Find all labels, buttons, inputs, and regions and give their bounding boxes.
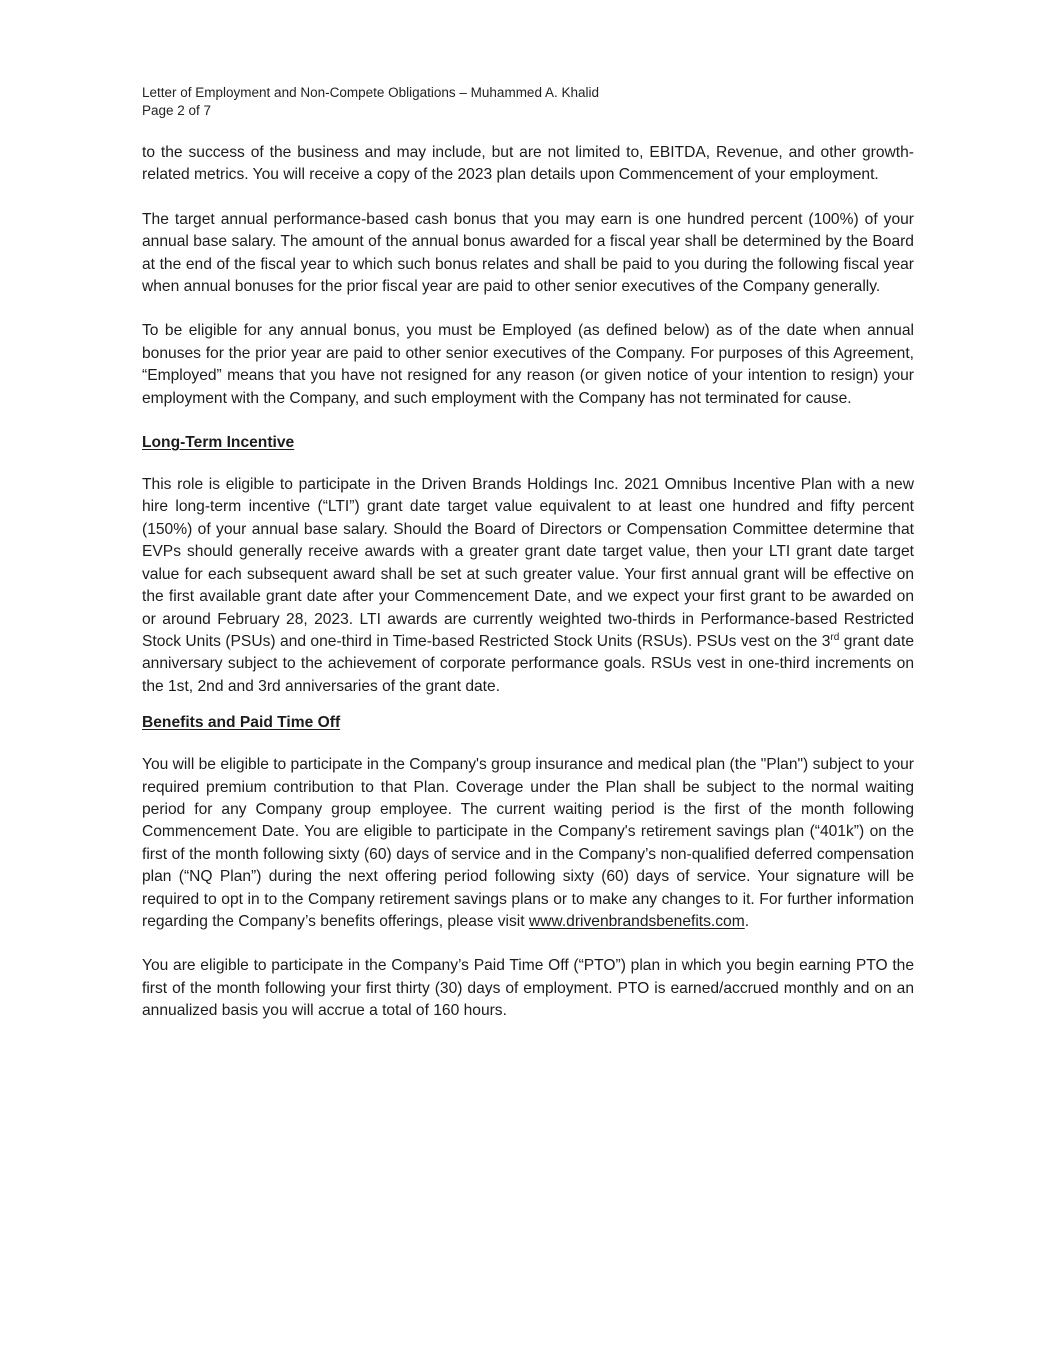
letter-title: Letter of Employment and Non-Compete Obligations – Muhammed A. Khalid — [142, 85, 599, 100]
paragraph-benefits — [142, 754, 914, 933]
letter-body — [142, 142, 914, 1045]
section-heading-benefits: Benefits and Paid Time Off — [142, 714, 341, 732]
lti-text-part-1: This role is eligible to participate in the Driven Brands Holdings Inc. 2021 Omnibus Incentive Plan with a new hire long-term incentive (“LTI”) grant date target value equivalent to at least one hundred and fifty percent (150%) of your annual base salary. Should the Board of Directors or Compensation Committee determine that EVPs should generally receive awards with a greater grant date target value, then your LTI grant date target value for each subsequent award shall be set at such greater value. Your first annual grant will be effective on the first available grant date after your Commencement Date, and we expect your first grant to be awarded on or around February 28, 2023. LTI awards are currently weighted two-thirds in Performance-based Restricted Stock Units (PSUs) and one-third in Time-based Restricted Stock Units (RSUs). PSUs vest on the 3 — [142, 476, 914, 650]
section-heading-long-term-incentive: Long-Term Incentive — [142, 434, 295, 452]
paragraph-plan-metrics: to the success of the business and may include, but are not limited to, EBITDA, Revenue, and other growth-related metrics. You will receive a copy of the 2023 plan details upon Commencement of your employment. — [142, 144, 914, 184]
paragraph-bonus-eligibility: To be eligible for any annual bonus, you must be Employed (as defined below) as of the date when annual bonuses for the prior year are paid to other senior executives of the Company. For purposes of this Agreement, “Employed” means that you have not resigned for any reason (or given notice of your intention to resign) your employment with the Company, and such employment with the Company has not terminated for cause. — [142, 322, 914, 407]
page-number: Page 2 of 7 — [142, 103, 212, 118]
paragraph-paid-time-off: You are eligible to participate in the Company’s Paid Time Off (“PTO”) plan in which you begin earning PTO the first of the month following your first thirty (30) days of employment. PTO is earned/accrued monthly and on an annualized basis you will accrue a total of 160 hours. — [142, 957, 914, 1020]
paragraph-long-term-incentive — [142, 474, 914, 698]
benefits-website-link[interactable]: www.drivenbrandsbenefits.com — [528, 912, 745, 930]
page-header — [142, 84, 599, 120]
paragraph-target-bonus: The target annual performance-based cash bonus that you may earn is one hundred percent (100%) of your annual base salary. The amount of the annual bonus awarded for a fiscal year shall be determined by the Board at the end of the fiscal year to which such bonus relates and shall be paid to you during the following fiscal year when annual bonuses for the prior fiscal year are paid to other senior executives of the Company generally. — [142, 210, 914, 296]
benefits-text-part-1: You will be eligible to participate in the Company's group insurance and medical plan (the "Plan") subject to your required premium contribution to that Plan. Coverage under the Plan shall be subject to the normal waiting period for any Company group employee. The current waiting period is the first of the month following Commencement Date. You are eligible to participate in the Company's retirement savings plan (“401k”) on the first of the month following sixty (60) days of service and in the Company’s non-qualified deferred compensation plan (“NQ Plan”) during the next offering period following sixty (60) days of service. Your signature will be required to opt in to the Company retirement savings plans or to make any changes to it. For further information regarding the Company’s benefits offerings, please visit — [142, 756, 914, 930]
lti-text-part-2: grant date anniversary subject to the achievement of corporate performance goals. RSUs vest in one-third increments on the 1st, 2nd and 3rd anniversaries of the grant date. — [142, 632, 914, 695]
lti-superscript: rd — [830, 631, 840, 643]
benefits-text-part-2: . — [744, 912, 750, 930]
